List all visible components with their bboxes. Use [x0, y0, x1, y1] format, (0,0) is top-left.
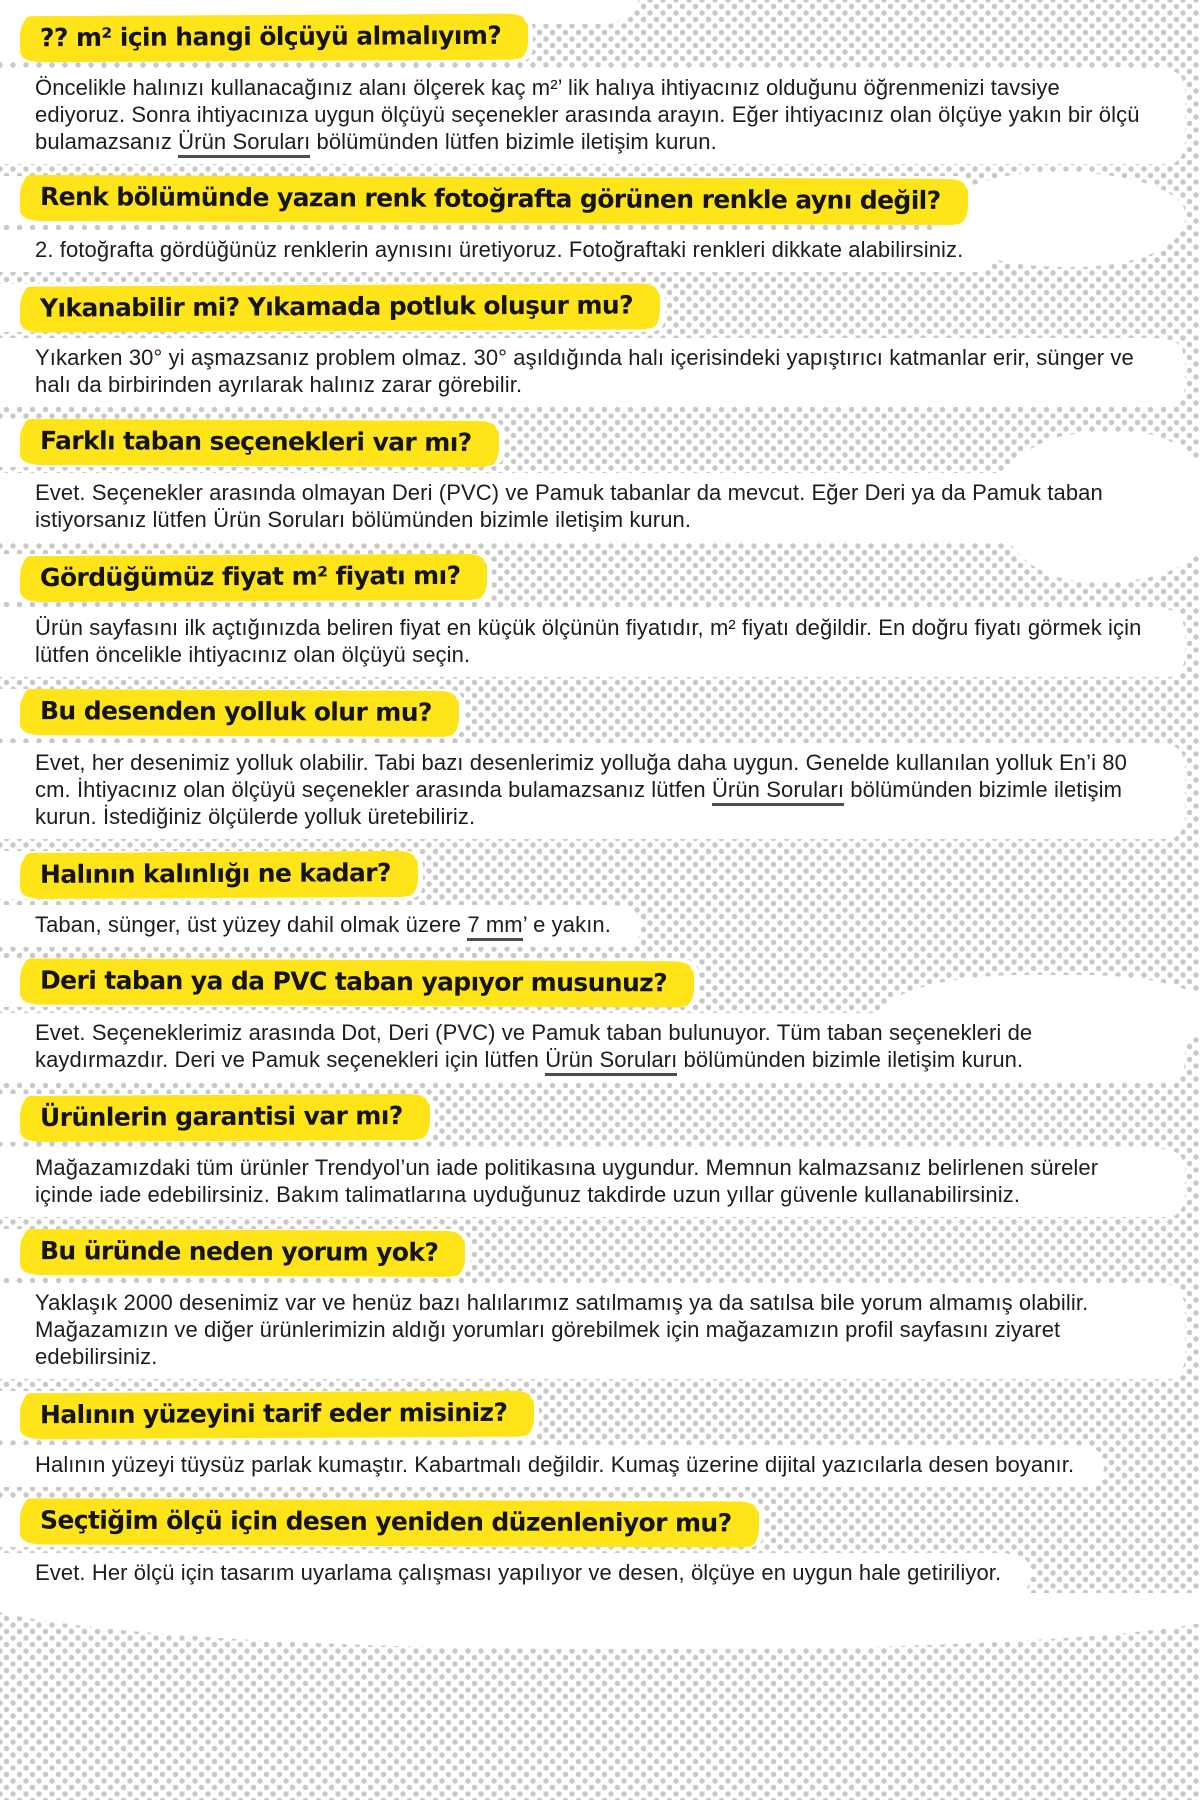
question-highlight: Deri taban ya da PVC taban yapıyor musunuz?	[25, 961, 689, 1005]
faq-item	[0, 1391, 1200, 1487]
answer-text: Yıkarken 30° yi aşmazsanız problem olmaz. 30° aşıldığında halı içerisindeki yapıştırıcı katmanlar erir, sünger ve halı da birbirinden ayrılarak halınız zarar görebilir.	[35, 345, 1134, 397]
faq-question	[0, 1229, 470, 1277]
faq-answer	[0, 1553, 1025, 1595]
answer-text: Evet. Seçenekler arasında olmayan Deri (PVC) ve Pamuk tabanlar da mevcut. Eğer Deri ya da Pamuk taban istiyorsanız lütfen Ürün Soruları bölümünden bizimle iletişim kurun.	[35, 480, 1103, 532]
faq-question	[0, 851, 423, 899]
faq-answer	[0, 905, 635, 947]
answer-text: bölümünden lütfen bizimle iletişim kurun.	[310, 129, 717, 154]
faq-item	[0, 554, 1200, 677]
faq-item	[0, 419, 1200, 542]
faq-item	[0, 176, 1200, 272]
question-highlight: Bu desenden yolluk olur mu?	[25, 691, 454, 734]
faq-answer	[0, 1283, 1179, 1379]
question-highlight: Farklı taban seçenekleri var mı?	[25, 421, 494, 464]
faq-answer	[0, 1445, 1098, 1487]
answer-underlined-text: Ürün Soruları	[712, 777, 844, 806]
question-highlight: ?? m² için hangi ölçüyü almalıyım?	[25, 16, 523, 60]
content-bottom-edge	[0, 1593, 1200, 1649]
faq-answer	[0, 473, 1179, 542]
faq-question	[0, 14, 533, 62]
answer-text: Öncelikle halınızı kullanacağınız alanı ölçerek kaç m²’ lik halıya ihtiyacınız olduğunu öğrenmenizi tavsiye ediyoruz. Sonra ihtiyacınıza uygun ölçüyü seçenekler arasında arayın. Eğer ihtiyacınız olan ölçüye yakın bir ölçü bulamazsanız	[35, 75, 1140, 154]
answer-text: bölümünden bizimle iletişim kurun.	[677, 1047, 1024, 1072]
answer-text: Ürün sayfasını ilk açtığınızda beliren fiyat en küçük ölçünün fiyatıdır, m² fiyatı değildir. En doğru fiyatı görmek için lütfen öncelikle ihtiyacınız olan ölçüyü seçin.	[35, 615, 1142, 667]
answer-text: Evet. Her ölçü için tasarım uyarlama çalışması yapılıyor ve desen, ölçüye en uygun hale getiriliyor.	[35, 1560, 1002, 1585]
faq-item	[0, 1094, 1200, 1217]
faq-answer	[0, 230, 987, 272]
faq-answer	[0, 1148, 1179, 1217]
faq-answer	[0, 743, 1179, 839]
answer-text: Evet. Seçeneklerimiz arasında Dot, Deri (PVC) ve Pamuk taban bulunuyor. Tüm taban seçenekleri de kaydırmazdır. Deri ve Pamuk seçenekleri için lütfen	[35, 1020, 1033, 1072]
answer-underlined-text: 7 mm	[467, 912, 522, 941]
faq-item	[0, 851, 1200, 947]
question-highlight: Halının kalınlığı ne kadar?	[25, 853, 413, 896]
answer-text: bölümünden bizimle iletişim kurun. İstediğiniz ölçülerde yolluk üretebiliriz.	[35, 777, 1122, 829]
question-highlight: Ürünlerin garantisi var mı?	[25, 1096, 425, 1139]
faq-answer	[0, 1013, 1179, 1082]
faq-question	[0, 1094, 435, 1142]
faq-question	[0, 176, 973, 224]
answer-text: Evet, her desenimiz yolluk olabilir. Tabi bazı desenlerimiz yolluğa daha uygun. Genelde kullanılan yolluk En’i 80 cm. İhtiyacınız olan ölçüyü seçenekler arasında bulamazsanız lütfen	[35, 750, 1127, 802]
answer-text: Taban, sünger, üst yüzey dahil olmak üzere	[35, 912, 468, 937]
answer-text: Yaklaşık 2000 desenimiz var ve henüz bazı halılarımız satılmamış ya da satılsa bile yorum almamış olabilir. Mağazamızın ve diğer ürünlerimizin aldığı yorumları görebilmek için mağazamızın profil sayfasını ziyaret edebilirsiniz.	[35, 1290, 1089, 1369]
question-highlight: Halının yüzeyini tarif eder misiniz?	[25, 1393, 530, 1437]
faq-answer	[0, 68, 1179, 164]
answer-text: ’ e yakın.	[522, 912, 611, 937]
answer-text: 2. fotoğrafta gördüğünüz renklerin aynısını üretiyoruz. Fotoğraftaki renkleri dikkate alabilirsiniz.	[35, 237, 964, 262]
faq-item	[0, 689, 1200, 839]
answer-text: Mağazamızdaki tüm ürünler Trendyol’un iade politikasına uygundur. Memnun kalmazsanız belirlenen süreler içinde iade edebilirsiniz. Bakım talimatlarına uyduğunuz takdirde uzun yıllar güvenle kullanabilirsiniz.	[35, 1155, 1099, 1207]
answer-text: Halının yüzeyi tüysüz parlak kumaştır. Kabartmalı değildir. Kumaş üzerine dijital yazıcılarla desen boyanır.	[35, 1452, 1075, 1477]
faq-question	[0, 284, 665, 332]
faq-question	[0, 959, 699, 1007]
faq-item	[0, 1229, 1200, 1379]
question-highlight: Renk bölümünde yazan renk fotoğrafta görünen renkle aynı değil?	[25, 177, 963, 222]
faq-item	[0, 959, 1200, 1082]
question-highlight: Bu üründe neden yorum yok?	[25, 1231, 460, 1274]
faq-item	[0, 1499, 1200, 1595]
faq-answer	[0, 608, 1179, 677]
question-highlight: Yıkanabilir mi? Yıkamada potluk oluşur mu?	[25, 285, 655, 329]
answer-underlined-text: Ürün Soruları	[545, 1047, 677, 1076]
faq-question	[0, 419, 504, 467]
faq-item	[0, 14, 1200, 164]
answer-underlined-text: Ürün Soruları	[178, 129, 310, 158]
faq-answer	[0, 338, 1179, 407]
faq-question	[0, 1391, 539, 1439]
faq-question	[0, 689, 464, 737]
faq-item	[0, 284, 1200, 407]
question-highlight: Seçtiğim ölçü için desen yeniden düzenleniyor mu?	[25, 1500, 754, 1544]
faq-question	[0, 554, 492, 602]
faq-question	[0, 1499, 764, 1547]
question-highlight: Gördüğümüz fiyat m² fiyatı mı?	[25, 556, 483, 599]
